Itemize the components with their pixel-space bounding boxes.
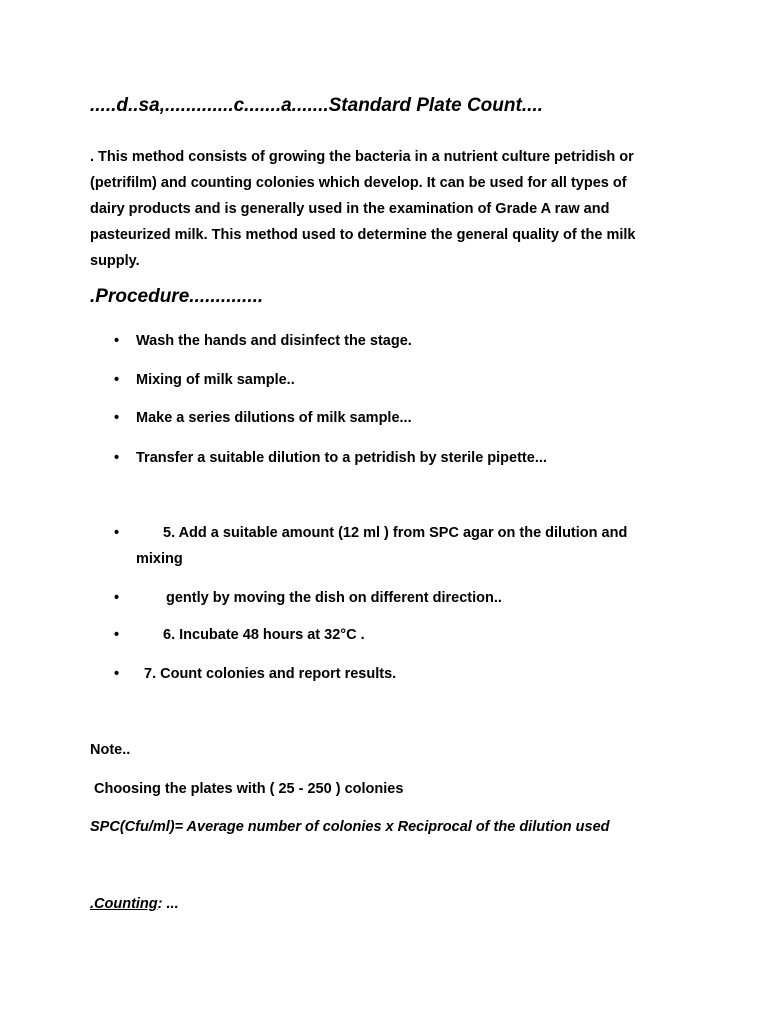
intro-line: dairy products and is generally used in the examination of Grade A raw and [90, 201, 610, 217]
counting-heading [90, 896, 179, 912]
procedure-heading: .Procedure.............. [90, 286, 264, 307]
note-text: Choosing the plates with ( 25 - 250 ) colonies [94, 781, 404, 797]
list-item: Mixing of milk sample.. [136, 372, 295, 388]
list-item: 6. Incubate 48 hours at 32°C . [163, 627, 365, 643]
bullet-icon: • [114, 590, 120, 606]
list-item: gently by moving the dish on different direction.. [166, 590, 502, 606]
intro-paragraph [90, 144, 700, 274]
counting-label: .Counting [90, 896, 158, 912]
list-item: Transfer a suitable dilution to a petridish by sterile pipette... [136, 450, 547, 466]
bullet-icon: • [114, 333, 120, 349]
list-item: 7. Count colonies and report results. [144, 666, 397, 682]
bullet-icon: • [114, 525, 120, 541]
intro-line: (petrifilm) and counting colonies which develop. It can be used for all types of [90, 175, 627, 191]
bullet-icon: • [114, 372, 120, 388]
list-item: 5. Add a suitable amount (12 ml ) from SPC agar on the dilution and [163, 525, 628, 541]
list-item: Make a series dilutions of milk sample... [136, 410, 412, 426]
intro-line: supply. [90, 253, 140, 269]
list-item: Wash the hands and disinfect the stage. [136, 333, 412, 349]
bullet-icon: • [114, 410, 120, 426]
formula-text: SPC(Cfu/ml)= Average number of colonies x Reciprocal of the dilution used [90, 819, 610, 835]
counting-suffix: : ... [157, 896, 179, 912]
note-label: Note.. [90, 742, 131, 758]
list-item-continuation: mixing [136, 551, 183, 567]
intro-line: pasteurized milk. This method used to determine the general quality of the milk [90, 227, 636, 243]
bullet-icon: • [114, 450, 120, 466]
intro-line: . This method consists of growing the bacteria in a nutrient culture petridish or [90, 149, 634, 165]
bullet-icon: • [114, 627, 120, 643]
bullet-icon: • [114, 666, 120, 682]
document-title: .....d..sa,.............c.......a.......Standard Plate Count.... [90, 95, 543, 116]
